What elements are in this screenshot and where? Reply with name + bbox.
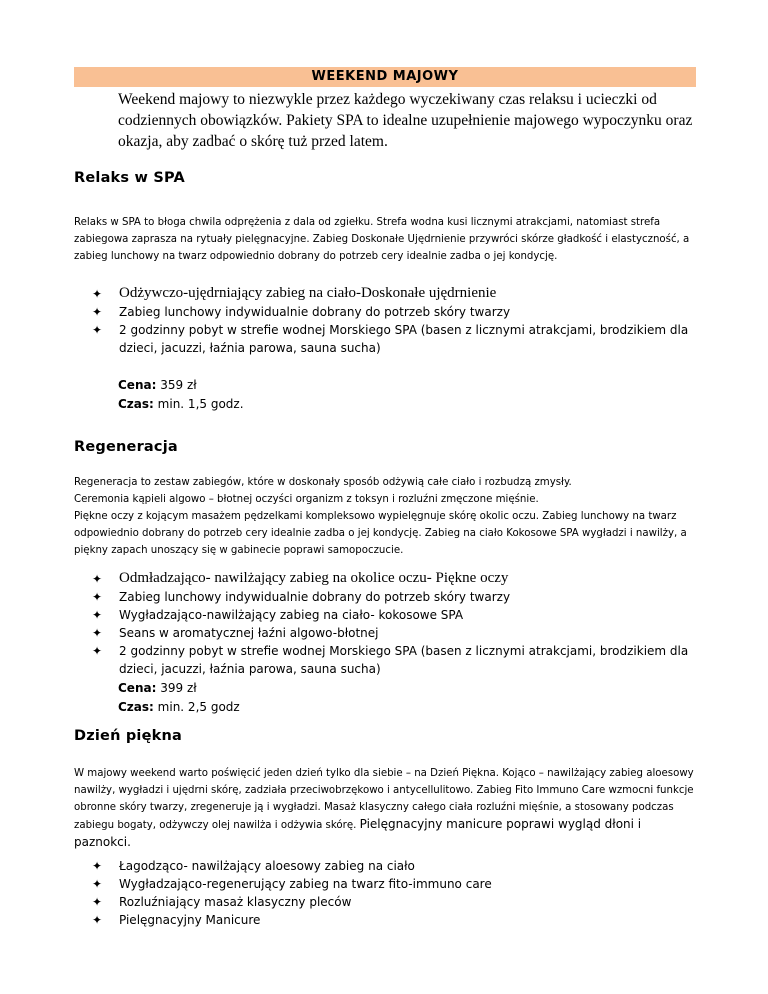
section-heading-relaks: Relaks w SPA bbox=[74, 170, 185, 186]
section-heading-regeneracja: Regeneracja bbox=[74, 439, 178, 455]
time-value: min. 2,5 godz bbox=[157, 700, 240, 714]
star-bullet-icon: ✦ bbox=[92, 590, 103, 604]
price-time-relaks bbox=[118, 376, 244, 414]
price-label: Cena: bbox=[118, 681, 157, 695]
star-bullet-icon: ✦ bbox=[92, 877, 103, 891]
star-bullet-icon: ✦ bbox=[92, 644, 103, 658]
bullet-list-dzien-piekna bbox=[92, 857, 712, 929]
banner-title: WEEKEND MAJOWY bbox=[74, 67, 696, 87]
star-bullet-icon: ✦ bbox=[92, 572, 103, 586]
price-time-regeneracja bbox=[118, 679, 240, 717]
section-heading-dzien-piekna: Dzień piękna bbox=[74, 728, 182, 744]
time-value: min. 1,5 godz. bbox=[157, 397, 244, 411]
intro-paragraph: Weekend majowy to niezwykle przez każdego wyczekiwany czas relaksu i ucieczki od codziennych obowiązków. Pakiety SPA to idealne uzupełnienie majowego wypoczynku oraz okazja, aby zadbać o skórę tuż przed latem. bbox=[118, 91, 693, 150]
star-bullet-icon: ✦ bbox=[92, 287, 103, 301]
bullet-list-relaks bbox=[92, 284, 712, 357]
star-bullet-icon: ✦ bbox=[92, 305, 103, 319]
star-bullet-icon: ✦ bbox=[92, 608, 103, 622]
list-item: ✦ Seans w aromatycznej łaźni algowo-błotnej bbox=[92, 626, 379, 640]
list-item: ✦ Wygładzająco-nawilżający zabieg na ciało- kokosowe SPA bbox=[92, 608, 464, 622]
star-bullet-icon: ✦ bbox=[92, 895, 103, 909]
star-bullet-icon: ✦ bbox=[92, 913, 103, 927]
list-item: ✦ 2 godzinny pobyt w strefie wodnej Morskiego SPA (basen z licznymi atrakcjami, brodzikiem dla dzieci, jacuzzi, łaźnia parowa, sauna sucha) bbox=[92, 323, 689, 355]
price-value: 399 zł bbox=[160, 681, 197, 695]
price-label: Cena: bbox=[118, 378, 157, 392]
time-label: Czas: bbox=[118, 397, 154, 411]
star-bullet-icon: ✦ bbox=[92, 323, 103, 337]
list-item: ✦ 2 godzinny pobyt w strefie wodnej Morskiego SPA (basen z licznymi atrakcjami, brodzikiem dla dzieci, jacuzzi, łaźnia parowa, sauna sucha) bbox=[92, 644, 689, 676]
section-paragraph-regeneracja: Regeneracja to zestaw zabiegów, które w doskonały sposób odżywią całe ciało i rozbudzą zmysły. Ceremonia kąpieli algowo – błotnej oczyści organizm z toksyn i rozluźni zmęczone mięśnie. Piękne oczy z kojącym masażem pędzelkami kompleksowo wypielęgnuje skórę okolic oczu. Zabieg lunchowy na twarz odpowiednio dobrany do potrzeb cery idealnie zadba o jej kondycję. Zabieg na ciało Kokosowe SPA wygładzi i nawilży, a piękny zapach unoszący się w gabinecie poprawi samopoczucie. bbox=[74, 477, 687, 556]
list-item: ✦ Odmładzająco- nawilżający zabieg na okolice oczu- Piękne oczy bbox=[92, 569, 712, 588]
bullet-list-regeneracja bbox=[92, 569, 712, 678]
star-bullet-icon: ✦ bbox=[92, 859, 103, 873]
list-item: ✦ Zabieg lunchowy indywidualnie dobrany do potrzeb skóry twarzy bbox=[92, 590, 511, 604]
section-paragraph-relaks: Relaks w SPA to błoga chwila odprężenia z dala od zgiełku. Strefa wodna kusi licznymi atrakcjami, natomiast strefa zabiegowa zaprasza na rytuały pielęgnacyjne. Zabieg Doskonałe Ujędrnienie przywróci skórze gładkość i elastyczność, a zabieg lunchowy na twarz odpowiednio dobrany do potrzeb cery idealnie zadba o jej kondycję. bbox=[74, 217, 690, 262]
list-item: ✦ Odżywczo-ujędrniający zabieg na ciało-Doskonałe ujędrnienie bbox=[92, 284, 712, 303]
price-value: 359 zł bbox=[160, 378, 197, 392]
time-label: Czas: bbox=[118, 700, 154, 714]
section-paragraph-dzien-piekna: W majowy weekend warto poświęcić jeden dzień tylko dla siebie – na Dzień Piękna. Kojąco – nawilżający zabieg aloesowy nawilży, wygładzi i ujędrni skórę, zadziała przeciwobrzękowo i antycellulitowo. Zabieg Fito Immuno Care wzmocni funkcje obronne skóry twarzy, zregeneruje ją i wygładzi. Masaż klasyczny całego ciała rozluźni mięśnie, a stosowany podczas zabiegu bogaty, odżywczy olej nawilża i odżywia skórę. Pielęgnacyjny manicure poprawi wygląd dłoni i paznokci. bbox=[74, 768, 694, 849]
list-item: ✦ Zabieg lunchowy indywidualnie dobrany do potrzeb skóry twarzy bbox=[92, 305, 511, 319]
list-item: ✦ Pielęgnacyjny Manicure bbox=[92, 913, 261, 927]
list-item: ✦ Wygładzająco-regenerujący zabieg na twarz fito-immuno care bbox=[92, 877, 492, 891]
star-bullet-icon: ✦ bbox=[92, 626, 103, 640]
list-item: ✦ Łagodząco- nawilżający aloesowy zabieg na ciało bbox=[92, 859, 415, 873]
list-item: ✦ Rozluźniający masaż klasyczny pleców bbox=[92, 895, 352, 909]
